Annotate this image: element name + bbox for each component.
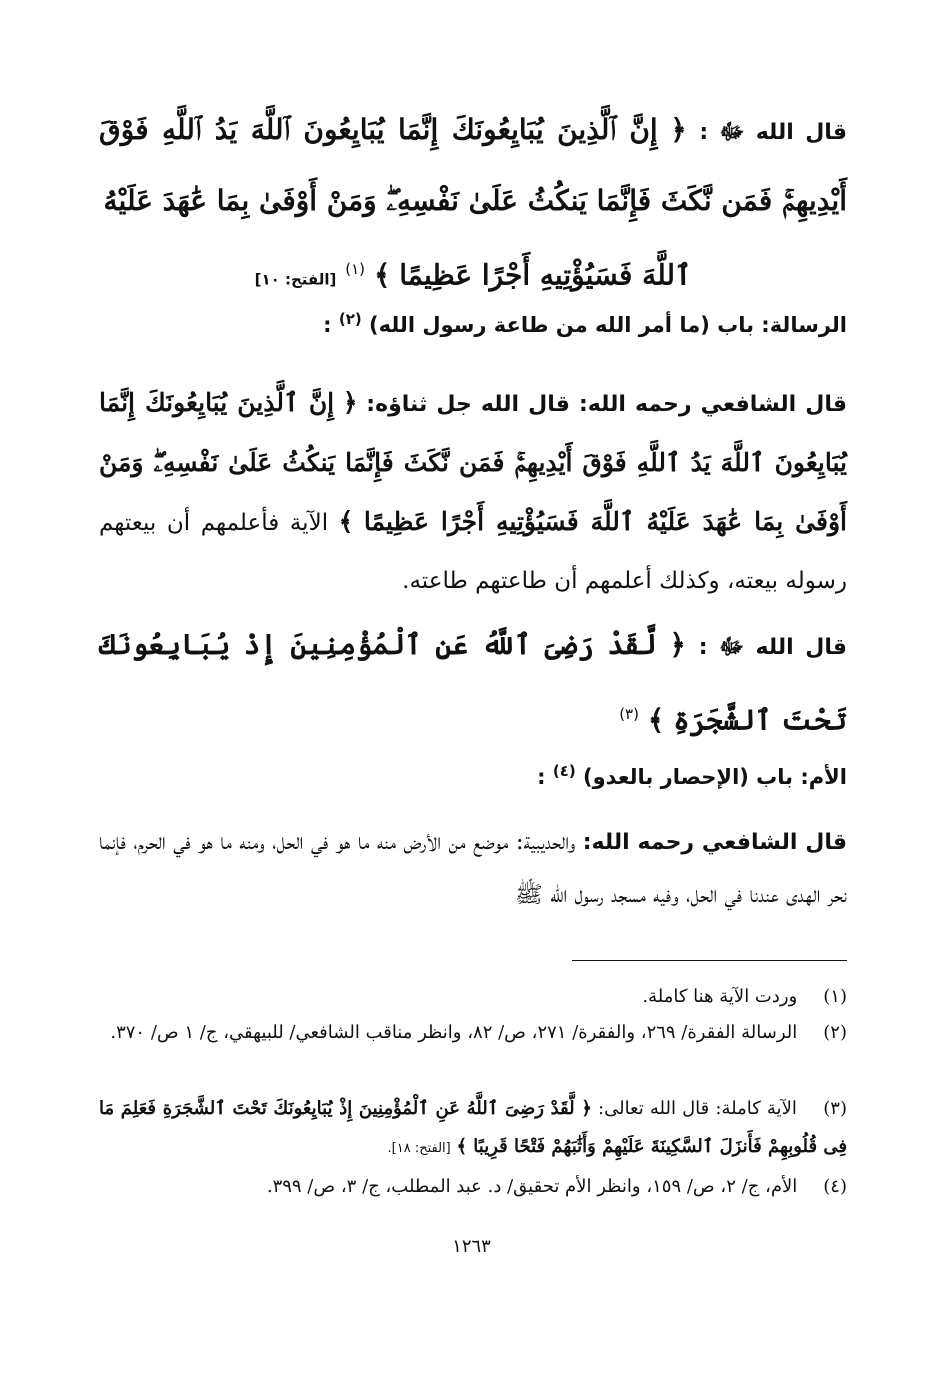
footnote-number: (٣) [823,1098,847,1119]
verse-reference: [الفتح: ١٠] [254,270,337,289]
verse-intro: قال الله ﷻ : [699,120,847,145]
shafii-quote-block [99,374,847,610]
verse-intro: قال الله ﷻ : [698,635,847,660]
footnote-marker: (٤) [552,762,576,780]
quote-intro: قال الشافعي رحمه الله: [582,830,848,855]
footnote-marker: (٣) [619,705,639,723]
verse-text: إِنَّ ٱلَّذِينَ يُبَايِعُونَكَ إِنَّمَا يُبَايِعُونَ ٱللَّهَ يَدُ ٱللَّهِ فَوْقَ أَيْدِيهِمْۚ فَمَن نَّكَثَ فَإِنَّمَا يَنكُثُ عَلَىٰ نَفْسِهِۦۖ وَمَنْ أَوْفَىٰ بِمَا عَٰهَدَ عَلَيْهُ ٱللَّهَ فَسَيُؤْتِيهِ أَجْرًا عَظِيمًا [99,388,847,536]
footnote-number: (١) [823,986,847,1007]
footnote-3 [99,1090,847,1168]
footnote-number: (٢) [823,1022,847,1043]
heading-colon: : [323,313,332,337]
quote-intro: قال الشافعي رحمه الله: قال الله جل ثناؤه: [366,392,848,417]
footnote-marker: (١) [345,260,366,278]
footnote-verse: ﴿ لَّقَدْ رَضِىَ ٱللَّهُ عَنِ ٱلْمُؤْمِنِينَ إِذْ يُبَايِعُونَكَ تَحْتَ ٱلشَّجَرَةِ فَعَلِمَ مَا فِى قُلُوبِهِمْ فَأَنزَلَ ٱلسَّكِينَةَ عَلَيْهِمْ وَأَثَٰبَهُمْ فَتْحًا قَرِيبًا ﴾ [99,1098,847,1157]
footnote-separator [572,960,847,961]
footnote-text: الرسالة الفقرة/ ٢٦٩، والفقرة/ ٢٧١، ص/ ٨٢، وانظر مناقب الشافعي/ للبيهقي، ج/ ١ ص/ ٣٧٠. [110,1022,798,1043]
footnote-marker: (٢) [338,310,362,328]
close-bracket: ﴾ [338,507,354,536]
hudaybiya-paragraph [99,816,847,921]
footnote-text: وردت الآية هنا كاملة. [642,986,798,1007]
close-bracket: ﴾ [647,703,665,737]
footnote-number: (٤) [823,1176,847,1197]
section-heading-risala [99,310,847,337]
section-heading-umm [99,762,847,789]
commentary-text: الآية فأعلمهم أن بيعتهم رسوله بيعته، وكذلك أعلمهم أن طاعتهم طاعته. [99,510,847,594]
paragraph-text: والحديبية: موضع من الأرض منه ما هو في الحل، ومنه ما هو في الحرم، فإنما نحر الهدى عندنا في الحل، وفيه مسجد رسول الله ﷺ [99,829,847,908]
verse-block-fath-10 [99,96,847,313]
footnote-4 [99,1168,847,1206]
verse-last-line [99,235,847,313]
open-bracket: ﴿ [669,628,686,661]
open-bracket: ﴿ [342,388,358,417]
verse-text-end: ٱللَّهَ فَسَيُؤْتِيهِ أَجْرًا عَظِيمًا [399,258,692,292]
footnote-1 [99,978,847,1016]
heading-colon: : [537,765,546,789]
footnote-reference: [الفتح: ١٨]. [387,1141,451,1156]
verse-text: إِنَّ ٱلَّذِينَ يُبَايِعُونَكَ إِنَّمَا يُبَايِعُونَ ٱللَّهَ يَدُ ٱللَّهِ فَوْقَ أَيْدِيهِمْۚ فَمَن نَّكَثَ فَإِنَّمَا يَنكُثُ عَلَىٰ نَفْسِهِۦۖ وَمَنْ أَوْفَىٰ بِمَا عَٰهَدَ عَلَيْهُ [99,113,847,217]
verse-block-fath-18 [99,612,847,753]
heading-text: الرسالة: باب (ما أمر الله من طاعة رسول الله) [369,313,847,337]
footnote-text: الأم، ج/ ٢، ص/ ١٥٩، وانظر الأم تحقيق/ د. عبد المطلب، ج/ ٣، ص/ ٣٩٩. [266,1176,798,1197]
footnote-2 [99,1014,847,1052]
close-bracket: ﴾ [373,258,391,292]
page-number: ١٢٦٣ [452,1236,491,1257]
heading-text: الأم: باب (الإحصار بالعدو) [583,765,847,789]
verse-text: لَّقَدْ رَضِىَ ٱللَّهُ عَنِ ٱلْمُؤْمِنِينَ إِذْ يُبَايِعُونَكَ تَحْتَ ٱلشَّجَرَةِ [99,628,847,737]
footnote-lead: الآية كاملة: قال الله تعالى: [598,1098,797,1119]
open-bracket: ﴿ [670,113,687,146]
